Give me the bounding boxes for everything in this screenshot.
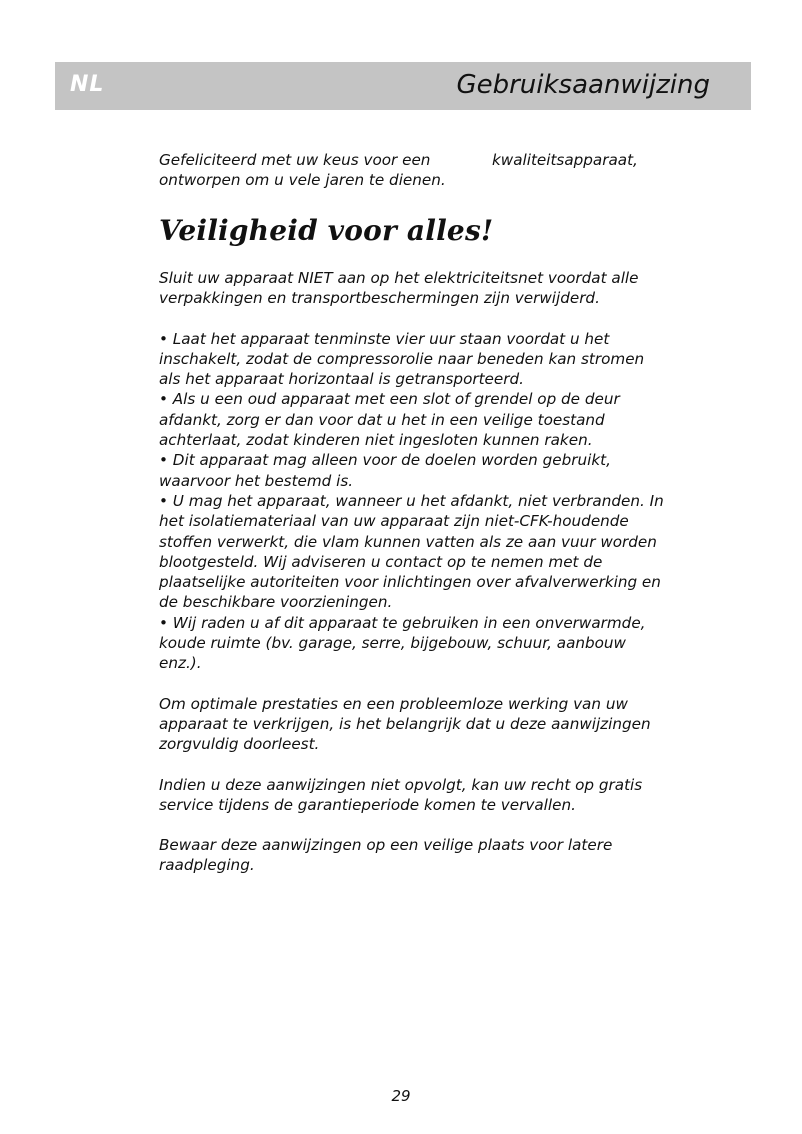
page-number: 29 [391,1087,411,1105]
warranty-paragraph: Indien u deze aanwijzingen niet opvolgt, kan uw recht op gratis service tijdens de garantieperiode komen te vervallen. [159,775,643,814]
bullet-item: • Dit apparaat mag alleen voor de doelen worden gebruikt, waarvoor het bestemd is. [159,451,611,490]
section-heading: Veiligheid voor alles! [159,214,494,247]
manual-title: Gebruiksaanwijzing [456,70,710,100]
bullet-item: • Wij raden u af dit apparaat te gebruiken in een onverwarmde, koude ruimte (bv. garage, serre, bijgebouw, schuur, aanbouw enz.). [159,613,646,673]
intro-text-left: Gefeliciteerd met uw keus voor een ontworpen om u vele jaren te dienen. [159,151,446,190]
bullet-item: • Laat het apparaat tenminste vier uur staan voordat u het inschakelt, zodat de compressorolie naar beneden kan stromen als het apparaat horizontaal is getransporteerd. [159,329,645,389]
warning-paragraph: Sluit uw apparaat NIET aan op het elektriciteitsnet voordat alle verpakkingen en transportbeschermingen zijn verwijderd. [159,269,639,308]
safety-bullet-list [159,329,669,674]
bullet-item: • Als u een oud apparaat met een slot of grendel op de deur afdankt, zorg er dan voor dat u het in een veilige toestand achterlaat, zodat kinderen niet ingesloten kunnen raken. [159,390,620,450]
performance-paragraph: Om optimale prestaties en een probleemloze werking van uw apparaat te verkrijgen, is het belangrijk dat u deze aanwijzingen zorgvuldig doorleest. [159,694,651,754]
bullet-item: • U mag het apparaat, wanneer u het afdankt, niet verbranden. In het isolatiemateriaal van uw apparaat zijn niet-CFK-houdende stoffen verwerkt, die vlam kunnen vatten als ze aan vuur worden blootgesteld. Wij adviseren u contact op te nemen met de plaatselijke autoriteiten voor inlichtingen over afvalverwerking en de beschikbare voorzieningen. [159,491,664,612]
intro-paragraph [159,150,669,192]
intro-text-right: kwaliteitsapparaat, [492,151,638,169]
page-content [159,150,669,896]
language-code: NL [70,72,105,97]
keep-instructions-paragraph: Bewaar deze aanwijzingen op een veilige plaats voor latere raadpleging. [159,836,613,875]
